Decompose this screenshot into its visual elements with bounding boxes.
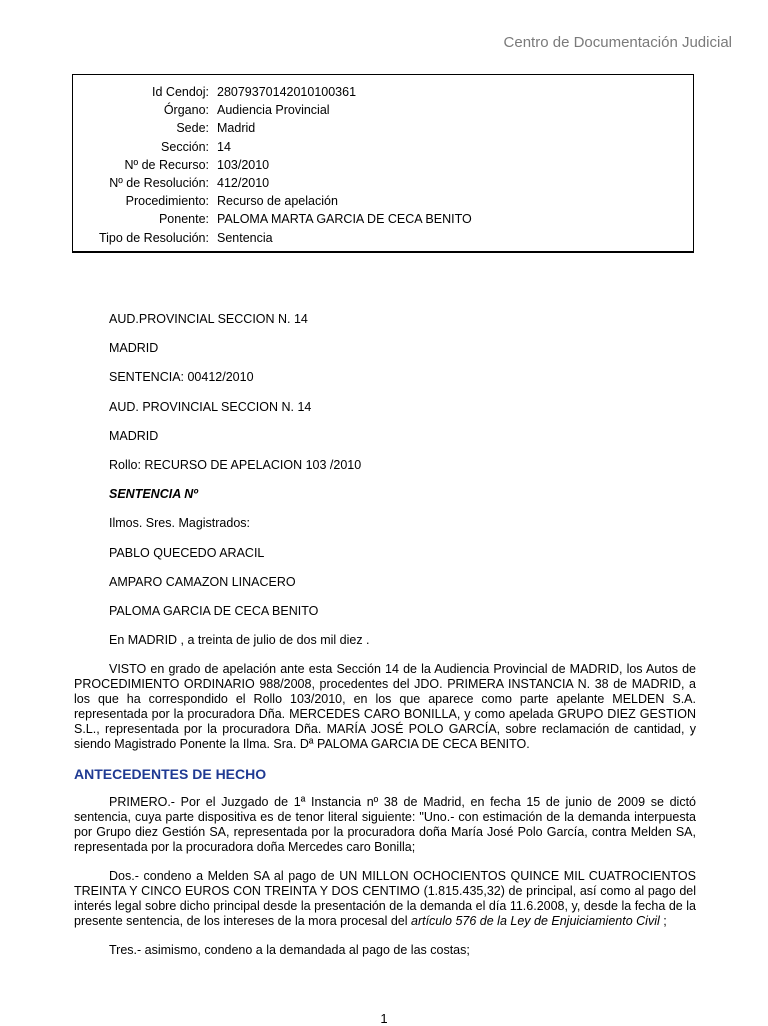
page-number: 1 (380, 1011, 388, 1026)
primero-paragraph: PRIMERO.- Por el Juzgado de 1ª Instancia nº 38 de Madrid, en fecha 15 de junio de 2009 se dictó sentencia, cuya parte dispositiva es de tenor literal siguiente: "Uno.- con estimación de la demanda interpuesta por Grupo diez Gestión SA, representada por la procuradora doña María José Polo García, contra Melden SA, representada por la procuradora doña Mercedes caro Bonilla; (74, 795, 696, 855)
meta-value: Madrid (217, 121, 256, 136)
sentence-heading: SENTENCIA Nº (109, 487, 198, 502)
court-line: AUD.PROVINCIAL SECCION N. 14 (109, 312, 308, 326)
meta-label: Procedimiento: (125, 194, 209, 209)
magistrates-heading: Ilmos. Sres. Magistrados: (109, 516, 251, 531)
meta-row-ponente (73, 210, 693, 228)
meta-label: Sección: (161, 139, 209, 154)
meta-value: PALOMA MARTA GARCIA DE CECA BENITO (217, 212, 472, 227)
meta-row-recurso (73, 156, 693, 174)
rollo-line: Rollo: RECURSO DE APELACION 103 /2010 (109, 457, 362, 472)
meta-row-resolucion (73, 174, 693, 192)
dos-text-end: ; (659, 914, 667, 929)
meta-row-id-cendoj (73, 83, 693, 101)
dos-text: Dos.- condeno a Melden SA al pago de UN MILLON OCHOCIENTOS QUINCE MIL CUATROCIENTOS TREINTA Y CINCO EUROS CON TREINTA Y DOS CENTIMO (1.815.435,32) de principal, así como al pago del interés legal sobre dicho principal desde la presentación de la demanda el día 11.6.2008, y, desde la fecha de la presente sentencia, de los intereses de la mora procesal del (74, 869, 696, 929)
meta-row-seccion (73, 138, 693, 156)
meta-row-organo (73, 101, 693, 119)
meta-label: Sede: (176, 121, 209, 136)
meta-row-tipo (73, 229, 693, 247)
section-title: ANTECEDENTES DE HECHO (74, 766, 267, 783)
city-line-2: MADRID (109, 428, 159, 443)
court-line-2: AUD. PROVINCIAL SECCION N. 14 (109, 399, 312, 414)
meta-label: Nº de Recurso: (124, 157, 209, 172)
meta-row-sede (73, 119, 693, 137)
meta-value: 412/2010 (217, 175, 270, 190)
meta-value: Recurso de apelación (217, 194, 338, 209)
magistrate-name: AMPARO CAMAZON LINACERO (109, 574, 296, 589)
city-line: MADRID (109, 341, 159, 356)
magistrate-name: PALOMA GARCIA DE CECA BENITO (109, 603, 319, 618)
law-reference: artículo 576 de la Ley de Enjuiciamiento Civil (411, 914, 660, 929)
header-organization: Centro de Documentación Judicial (503, 34, 732, 51)
meta-value: 103/2010 (217, 157, 270, 172)
meta-value: 28079370142010100361 (217, 85, 357, 99)
metadata-box (72, 74, 694, 253)
meta-value: Sentencia (217, 230, 273, 245)
sentence-number-line: SENTENCIA: 00412/2010 (109, 370, 254, 385)
meta-label: Nº de Resolución: (109, 175, 209, 190)
meta-label: Id Cendoj: (152, 85, 209, 99)
meta-row-procedimiento (73, 192, 693, 210)
magistrate-name: PABLO QUECEDO ARACIL (109, 545, 265, 560)
visto-paragraph: VISTO en grado de apelación ante esta Sección 14 de la Audiencia Provincial de MADRID, los Autos de PROCEDIMIENTO ORDINARIO 988/2008, procedentes del JDO. PRIMERA INSTANCIA N. 38 de MADRID, a los que ha correspondido el Rollo 103/2010, en los que aparece como parte apelante MELDEN S.A. representada por la procuradora Dña. MERCEDES CARO BONILLA, y como apelada GRUPO DIEZ GESTION S.L., representada por la procuradora Dña. MARÍA JOSÉ POLO GARCÍA, sobre reclamación de cantidad, y siendo Magistrado Ponente la Ilma. Sra. Dª PALOMA GARCIA DE CECA BENITO. (74, 662, 696, 752)
meta-value: Audiencia Provincial (217, 103, 330, 118)
dos-paragraph (74, 869, 696, 929)
meta-label: Ponente: (158, 212, 209, 227)
meta-value: 14 (217, 139, 231, 154)
document-body (74, 312, 696, 972)
meta-label: Órgano: (163, 103, 209, 118)
tres-paragraph: Tres.- asimismo, condeno a la demandada al pago de las costas; (109, 943, 470, 958)
meta-label: Tipo de Resolución: (98, 230, 209, 245)
date-line: En MADRID , a treinta de julio de dos mil diez . (109, 633, 370, 648)
